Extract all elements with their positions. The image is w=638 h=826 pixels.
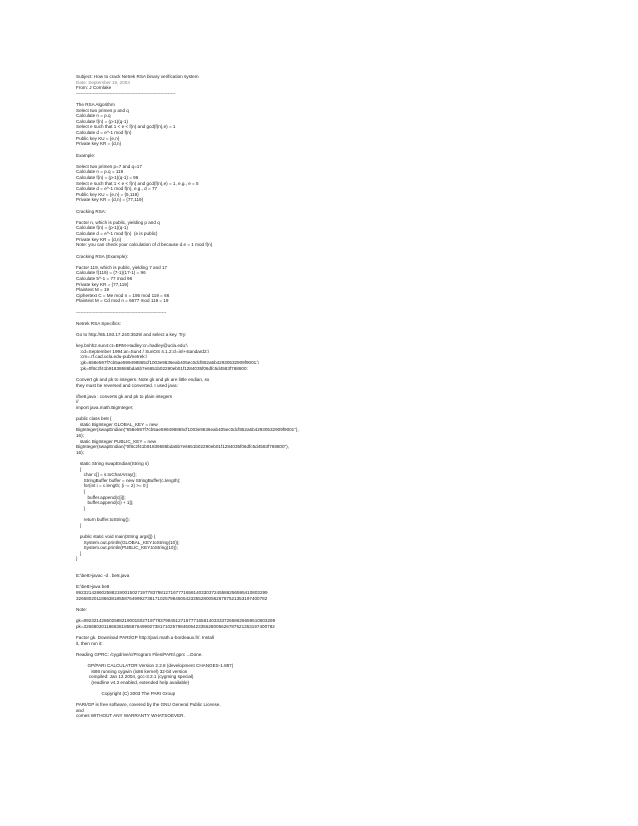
text-line: Select e such that 1 < e < f(n) and gcd(f(n),e) = 1 [76, 124, 176, 130]
text-line: (readline v4.3 enabled, extended help available) [76, 679, 190, 685]
text-line: Plaintext M = 19 [76, 287, 110, 293]
text-line: { [76, 489, 86, 495]
text-line: StringBuffer buffer = new StringBuffer(c.length); [76, 477, 181, 483]
text-line: gk=892321428602588219001502719778379845127167771658140333372658625659510803299 [76, 618, 276, 624]
text-line: //be8.java : converts gk and pk to plain integers [76, 393, 173, 399]
text-line: Calculate f(n) = (p-1)(q-1) [76, 225, 128, 231]
text-line: Netrek RSA Specifics: [76, 320, 121, 326]
text-line: and [76, 707, 84, 713]
text-line: it, then run it: [76, 640, 103, 646]
text-line: Private key KR = {77,119} [76, 281, 129, 287]
text-line: } [76, 556, 78, 562]
text-line: public static void main(String args[]) { [76, 533, 156, 539]
text-line: // [76, 399, 79, 405]
text-line: Go to http://65.193.17.240:3529/ and select a key. Try: [76, 332, 187, 338]
text-line: 16); [76, 449, 84, 455]
text-line: Copyright (C) 2003 The PARI Group [76, 691, 176, 697]
text-line: buffer.append(c[i + 1]); [76, 500, 134, 506]
text-line: Factor gk. Download PARI/GP http://pari.math.u-bordeaux.fr/. Install [76, 634, 214, 640]
text-line: Calculate d = e^-1 mod f(n) [76, 130, 132, 136]
text-line: :cd=September 1994:ar=Sun4 / SunOS 4.1.2:cl=inl+standard2:\ [76, 348, 210, 354]
text-line: 326680201186638185587649992738171025798460542335528005626787521353197400782 [76, 595, 268, 601]
text-line: { [76, 466, 82, 472]
text-line: static BigInteger PUBLIC_KEY = new [76, 438, 156, 444]
text-line: Public key KU = {e,n} = {5,119} [76, 191, 139, 197]
text-line: System.out.println(PUBLIC_KEY.toString(10)); [76, 545, 178, 551]
text-line: System.out.println(GLOBAL_KEY.toString(10)); [76, 539, 180, 545]
text-line: for(int i = c.length; (i -= 2) >= 0;) [76, 483, 149, 489]
text-line: Calculate n = p.q [76, 113, 111, 119]
text-line: public class be8 { [76, 416, 112, 422]
text-line: Date: September 19, 2004 [76, 79, 130, 85]
text-line: Factor n, which is public, yielding p and q [76, 219, 160, 225]
text-line: ----------------------------------------------------------------- [76, 90, 176, 96]
text-line: :cm=.rf.cad.ucla.edu-pub/netrek:\ [76, 354, 148, 360]
text-line: Calculate f(n) = (p-1)(q-1) = 96 [76, 174, 139, 180]
text-line: Note: [76, 606, 87, 612]
text-line: Select two primes p and q [76, 107, 129, 113]
text-line: 16); [76, 433, 84, 438]
text-line: char c[] = s.toCharArray(); [76, 472, 137, 478]
text-line: import java.math.BigInteger; [76, 404, 134, 410]
text-line: Example: [76, 152, 96, 158]
text-line: comes WITHOUT ANY WARRANTY WHATSOEVER. [76, 713, 185, 719]
text-line: buffer.append(c[i]); [76, 494, 126, 500]
text-line: } [76, 505, 86, 511]
text-line: BigInteger(swapEndian("658e597f7cb5ae599498865cf1003e9636eab405ec0dcf852a5b42930532909f9001"), [76, 427, 299, 433]
text-line: Calculate 5^-1 = 77 mod 96 [76, 275, 133, 281]
text-line: Convert gk and pk to integers. Note gk and pk are little endian, so [76, 376, 210, 382]
text-line: E:\be8>java be8 [76, 584, 110, 590]
text-line: Ciphertext C = Me mod n = 195 mod 119 = 66 [76, 292, 170, 298]
text-line: Calculate f(n) = (p-1)(q-1) [76, 118, 128, 124]
text-line: } [76, 522, 82, 528]
text-line: GP/PARI CALCULATOR Version 2.2.8 (development CHANGES-1.887) [76, 662, 234, 668]
text-line: :gk=658e597f7cb5ae599498865cf1003e9636eab405ec0dcf852a5b42930532909f9001:\ [76, 360, 259, 366]
text-line: pk=326680201186638185587649992738171025798460542335528005626787521353197400782 [76, 623, 275, 629]
text-line: compiled: Jan 13 2004, gcc-3.3.1 (cygming special) [76, 674, 194, 680]
text-line: i686 running cygwin (ix86 kernel) 32-bit version [76, 668, 188, 674]
text-line: key.bnhh2.sun4:ct=BRM-Hadley:cr=hadley@ucla.edu:\ [76, 343, 188, 349]
text-line: BigInteger(swapEndian("0f8c2f41b91839586bda5b7e6651b02290eb01f1284035f06dfc5d4583f768800"), [76, 444, 289, 450]
text-line: Plaintext M = Cd mod n = 6677 mod 119 = 19 [76, 298, 169, 304]
text-line: PARI/GP is free software, covered by the GNU General Public License, [76, 702, 221, 708]
text-line: E:\be8>javac -d . be8.java [76, 573, 130, 579]
document-page [76, 74, 616, 719]
text-line: 892321428602588219001502719778379812716777165814033037245586256595410803299 [76, 590, 268, 596]
text-line: Private key KR = {d,n} [76, 236, 122, 242]
text-line: Cracking RSA (Example): [76, 253, 129, 259]
text-line: return buffer.toString(); [76, 517, 130, 523]
text-line: From: J Cornlake [76, 85, 112, 91]
text-line: static BigInteger GLOBAL_KEY = new [76, 421, 158, 427]
text-line: Subject: How to crack Netrek RSA binary verification system [76, 74, 199, 79]
text-line: Reading GPRC: /cygdrive/c/Program Files/PARI/.gprc ...Done. [76, 651, 203, 657]
text-line: Private key KR = {d,n} = {77,119} [76, 197, 144, 203]
text-line: static String swapEndian(String s) [76, 461, 149, 467]
text-line: Select e such that 1 < e < f(n) and gcd(f(n),e) = 1, e.g., e = 5 [76, 180, 199, 186]
text-line: } [76, 550, 82, 556]
text-line: :pk=0f8c2f41b91839586bda5b7e6651b02290eb01f1284035f06dfc5d4583f768800: [76, 365, 248, 371]
text-line: The RSA Algorithm [76, 102, 115, 108]
text-line: they must be reversed and converted. I used java: [76, 382, 178, 388]
text-line: Factor 119, which is public, yielding 7 and 17 [76, 264, 168, 270]
text-line: Calculate n = p.q = 119 [76, 169, 124, 175]
text-line: Calculate d = e^-1 mod f(n) (e is public) [76, 231, 158, 237]
text-line: Calculate f(119) = (7-1)(17-1) = 96 [76, 270, 146, 276]
text-line: Select two primes p=7 and q=17 [76, 163, 142, 169]
text-line: Calculate d = e^-1 mod f(n), e.g., d = 77 [76, 186, 158, 192]
text-line: Note: you can check your calculation of d because d.e = 1 mod f(n) [76, 242, 213, 248]
text-line: Cracking RSA: [76, 208, 107, 214]
text-line: Public key KU = {e,n} [76, 135, 120, 141]
text-line: ----------------------------------------------------------- [76, 309, 167, 315]
text-line: Private key KR = {d,n} [76, 141, 122, 147]
